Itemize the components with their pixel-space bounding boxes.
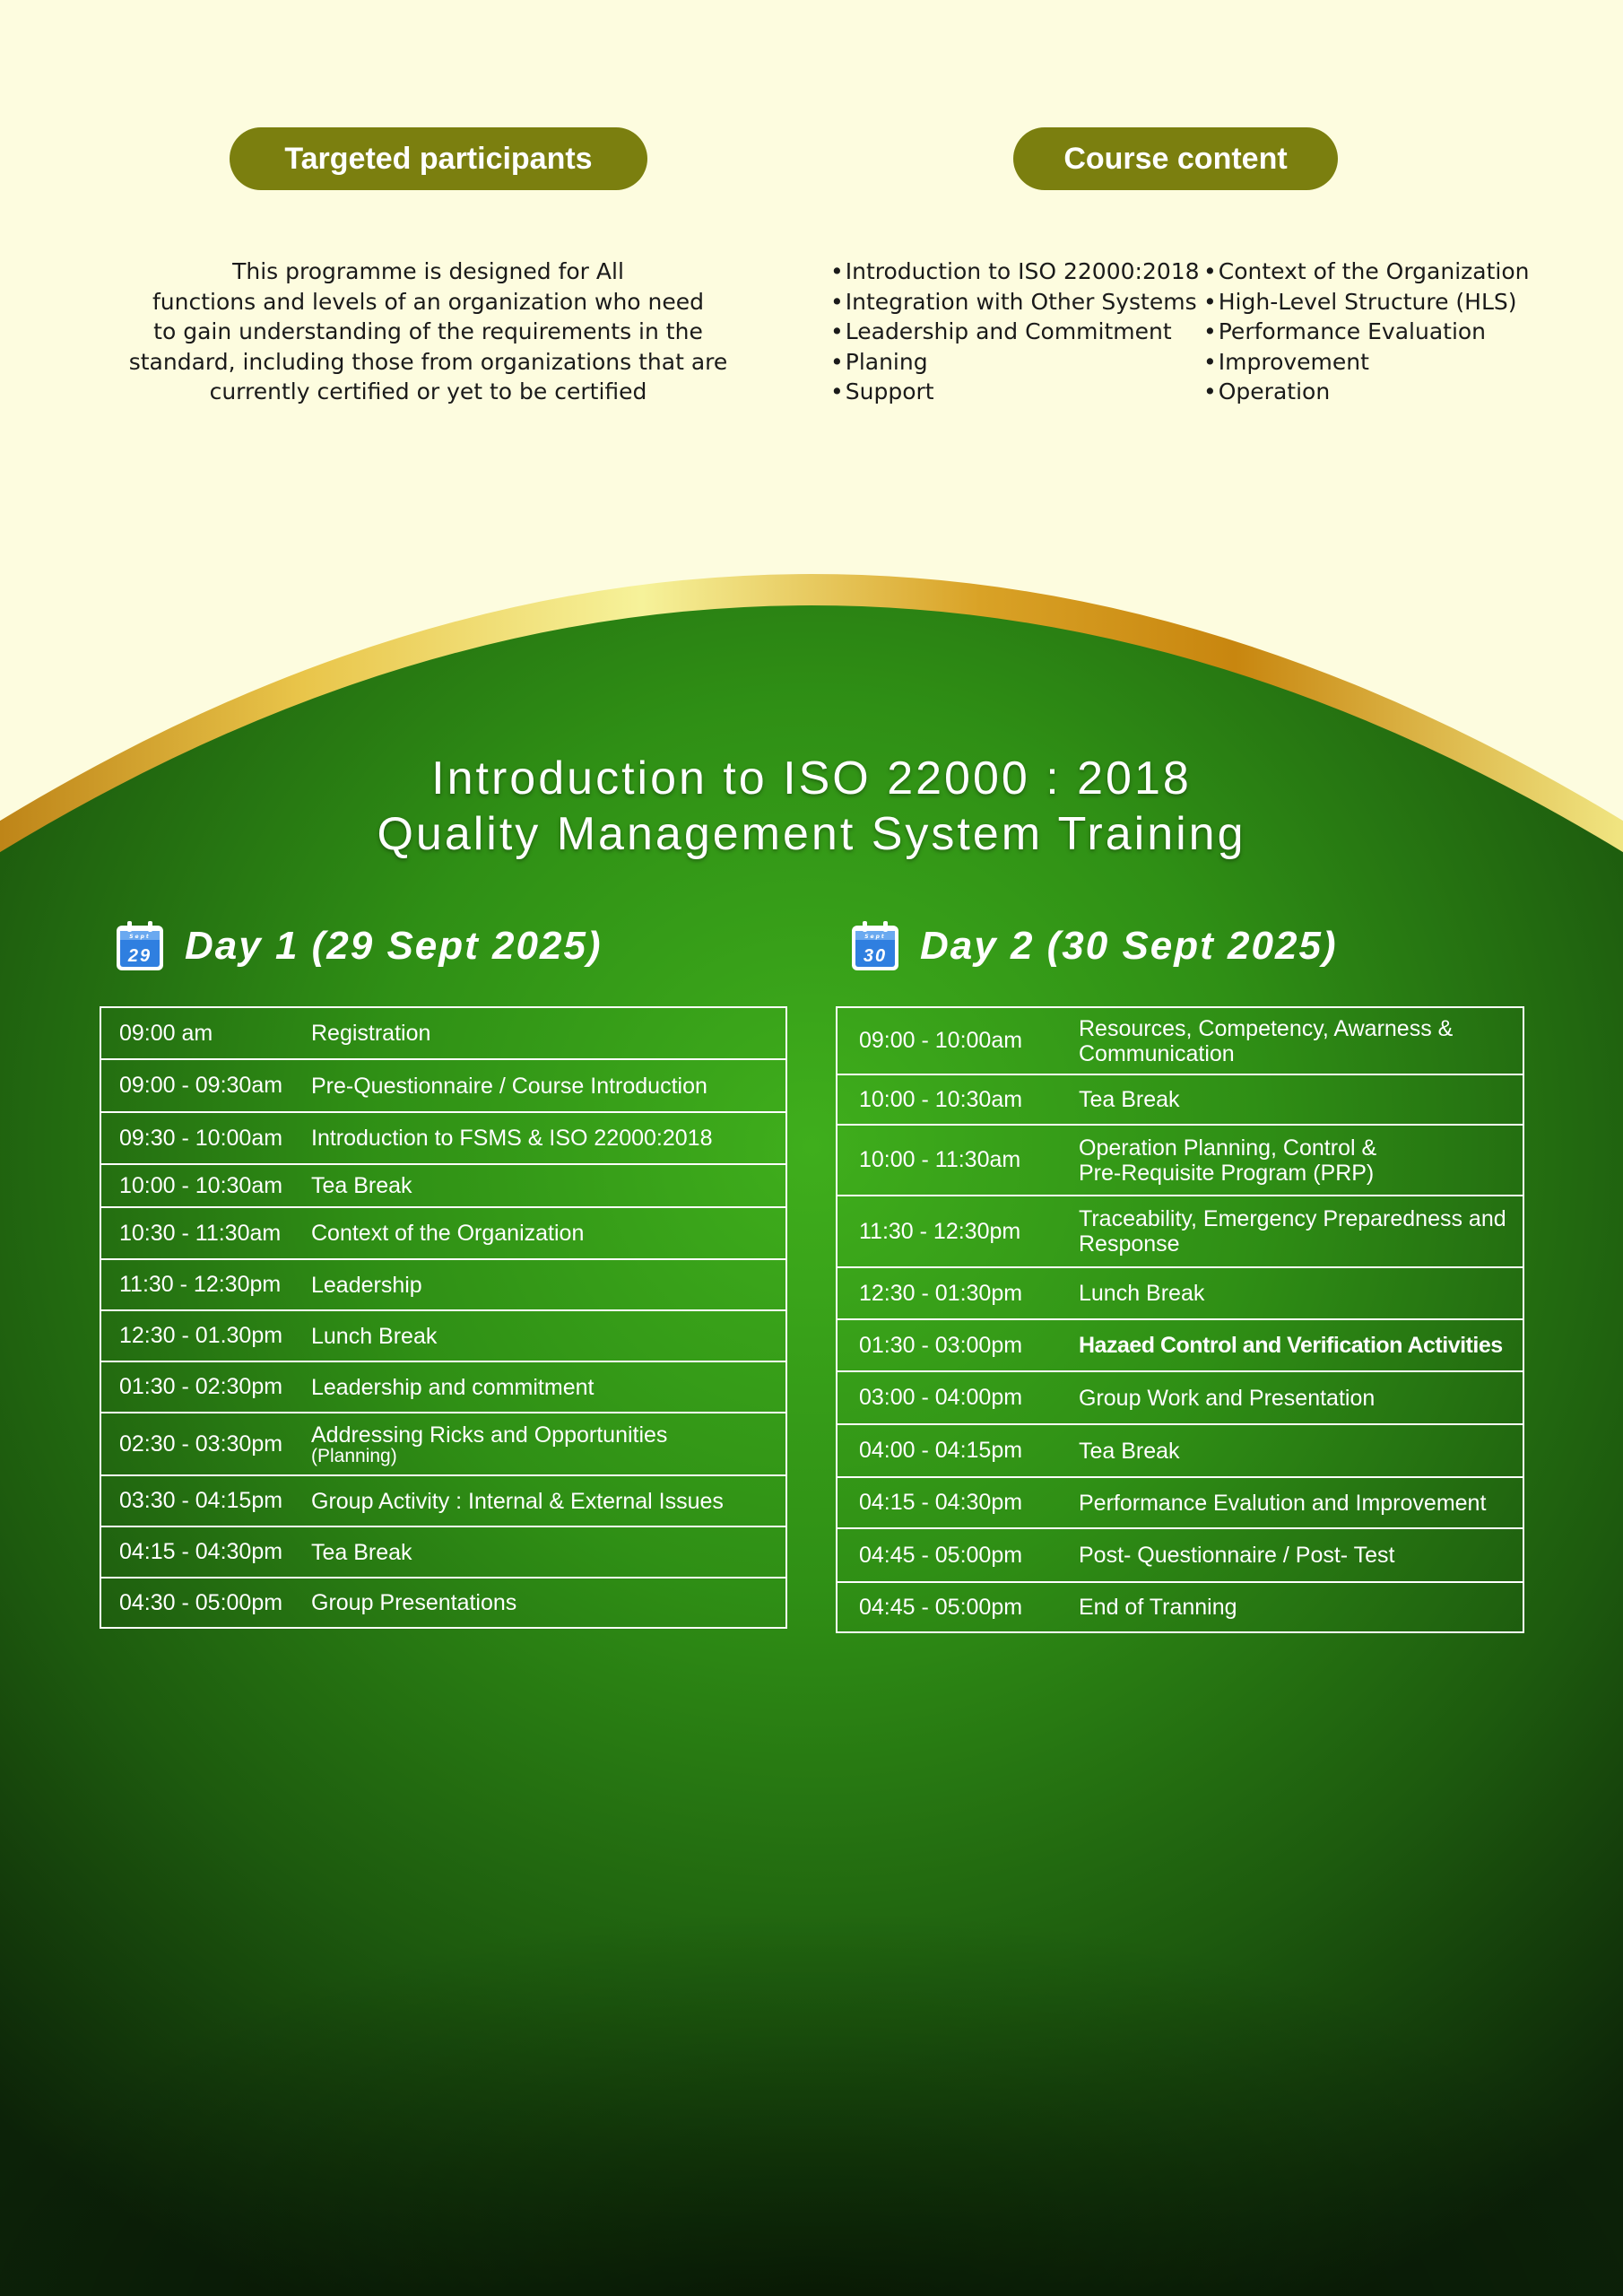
activity-cell: Tea Break [311,1173,412,1198]
targeted-line: to gain understanding of the requirements in the [153,318,703,344]
time-cell: 09:00 am [119,1020,213,1046]
targeted-line: standard, including those from organizations that are [128,348,728,375]
time-cell: 04:15 - 04:30pm [119,1539,283,1564]
table-row [100,1207,786,1259]
time-cell: 09:00 - 10:00am [859,1028,1023,1053]
activity-cell: Tea Break [311,1539,412,1565]
time-cell: 04:45 - 05:00pm [859,1594,1023,1620]
time-cell: 01:30 - 02:30pm [119,1374,283,1399]
table-row [100,1310,786,1361]
targeted-line: This programme is designed for All [232,258,624,284]
calendar-icon [115,920,165,972]
activity-text: Traceability, Emergency Preparedness and [1079,1206,1506,1231]
activity-cell: Hazaed Control and Verification Activities [1079,1333,1503,1358]
time-cell: 11:30 - 12:30pm [859,1218,1021,1244]
day2-schedule-table [836,1006,1524,1633]
activity-cell: Lunch Break [1079,1281,1205,1306]
time-cell: 04:30 - 05:00pm [119,1589,283,1615]
table-row [100,1259,786,1310]
activity-cell: Post- Questionnaire / Post- Test [1079,1543,1395,1568]
calendar-day: 30 [863,946,888,966]
day2-heading-text: Day 2 (30 Sept 2025) [920,924,1338,968]
course-item: • High-Level Structure (HLS) [1203,287,1529,317]
targeted-participants-label: Targeted participants [284,141,593,176]
table-row [837,1007,1523,1074]
time-cell: 03:30 - 04:15pm [119,1488,283,1513]
activity-cell: Pre-Questionnaire / Course Introduction [311,1073,707,1099]
activity-cell [1079,1135,1523,1186]
activity-cell: Introduction to FSMS & ISO 22000:2018 [311,1126,713,1151]
activity-cell: Group Work and Presentation [1079,1385,1376,1411]
activity-cell: Leadership and commitment [311,1374,595,1400]
activity-cell: Leadership [311,1272,422,1298]
time-cell: 10:00 - 11:30am [859,1147,1021,1172]
course-item: • Support [830,377,1200,407]
calendar-month: Sept [864,934,886,940]
activity-cell: Tea Break [1079,1087,1180,1112]
table-row [100,1007,786,1059]
activity-text: Response [1079,1231,1180,1257]
page-title-line-1: Introduction to ISO 22000 : 2018 [431,752,1192,804]
table-row [100,1112,786,1164]
activity-cell: Tea Break [1079,1438,1180,1464]
activity-cell [1079,1206,1523,1257]
time-cell: 09:00 - 09:30am [119,1073,283,1098]
activity-cell: Performance Evalution and Improvement [1079,1490,1487,1516]
activity-text: Addressing Ricks and Opportunities [311,1422,668,1448]
targeted-line: functions and levels of an organization who need [152,288,705,315]
time-cell: 03:00 - 04:00pm [859,1385,1023,1410]
table-row [100,1475,786,1526]
table-row [100,1059,786,1112]
table-row [837,1424,1523,1477]
table-row [837,1477,1523,1528]
table-row [837,1267,1523,1319]
activity-text: Pre-Requisite Program (PRP) [1079,1160,1375,1186]
calendar-day: 29 [127,946,152,966]
table-row [100,1361,786,1413]
activity-cell: End of Tranning [1079,1595,1237,1620]
table-row [837,1196,1523,1267]
time-cell: 04:45 - 05:00pm [859,1542,1023,1568]
table-row [837,1582,1523,1632]
day2-heading [850,915,1338,978]
activity-text: Resources, Competency, Awarness & [1079,1015,1454,1041]
activity-text: Communication [1079,1040,1235,1066]
activity-cell: Registration [311,1021,431,1046]
course-item: • Leadership and Commitment [830,317,1200,347]
time-cell: 01:30 - 03:00pm [859,1332,1023,1358]
time-cell: 10:00 - 10:30am [859,1086,1023,1112]
day1-schedule-table [100,1006,787,1629]
course-item: • Introduction to ISO 22000:2018 [830,257,1200,287]
course-content-label: Course content [1063,141,1288,176]
activity-cell: Group Presentations [311,1590,517,1615]
day1-heading [115,915,603,978]
time-cell: 04:15 - 04:30pm [859,1490,1023,1515]
table-row [837,1074,1523,1125]
table-row [100,1578,786,1628]
time-cell: 09:30 - 10:00am [119,1125,283,1151]
table-row [837,1371,1523,1424]
time-cell: 02:30 - 03:30pm [119,1431,283,1457]
calendar-icon [850,920,900,972]
time-cell: 11:30 - 12:30pm [119,1272,282,1297]
course-item: • Integration with Other Systems [830,287,1200,317]
table-row [837,1319,1523,1371]
time-cell: 12:30 - 01:30pm [859,1280,1023,1306]
page-title-line-2: Quality Management System Training [377,808,1246,860]
time-cell: 10:00 - 10:30am [119,1172,283,1198]
time-cell: 10:30 - 11:30am [119,1220,282,1246]
activity-cell: Group Activity : Internal & External Issues [311,1488,724,1514]
table-row [100,1526,786,1578]
day1-heading-text: Day 1 (29 Sept 2025) [185,924,603,968]
time-cell: 04:00 - 04:15pm [859,1438,1023,1463]
activity-subtext: (Planning) [311,1446,397,1466]
course-item: • Operation [1203,377,1529,407]
table-row [100,1413,786,1475]
table-row [100,1164,786,1207]
table-row [837,1528,1523,1582]
course-item: • Planing [830,347,1200,378]
targeted-line: currently certified or yet to be certified [209,378,647,404]
activity-cell: Lunch Break [311,1323,438,1349]
activity-text: Operation Planning, Control & [1079,1135,1377,1161]
activity-cell [1079,1016,1523,1066]
course-item: • Improvement [1203,347,1529,378]
calendar-month: Sept [129,934,151,940]
activity-cell: Context of the Organization [311,1221,585,1246]
time-cell: 12:30 - 01.30pm [119,1323,283,1348]
course-item: • Performance Evaluation [1203,317,1529,347]
table-row [837,1125,1523,1196]
course-item: • Context of the Organization [1203,257,1529,287]
activity-cell [311,1422,785,1465]
